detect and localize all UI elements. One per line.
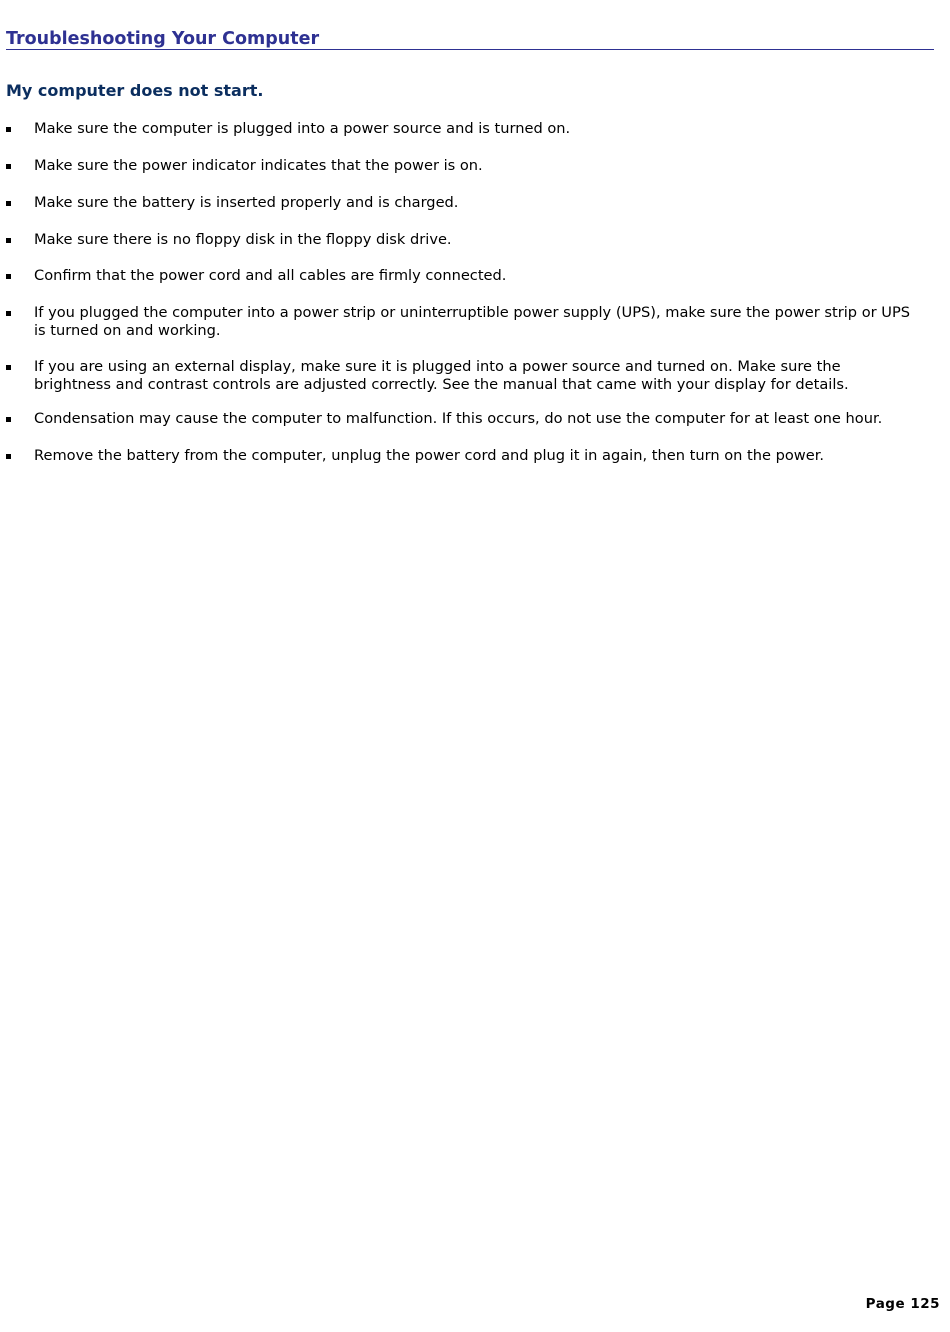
square-bullet-icon [6, 454, 11, 459]
square-bullet-icon [6, 274, 11, 279]
list-item-text: Condensation may cause the computer to malfunction. If this occurs, do not use the computer for at least one hour. [34, 410, 883, 427]
square-bullet-icon [6, 201, 11, 206]
square-bullet-icon [6, 238, 11, 243]
list-item-text: Confirm that the power cord and all cables are firmly connected. [34, 267, 507, 284]
page-title: Troubleshooting Your Computer [6, 28, 934, 50]
page-number: Page 125 [865, 1296, 940, 1312]
square-bullet-icon [6, 164, 11, 169]
square-bullet-icon [6, 311, 11, 316]
list-item-text: Make sure there is no floppy disk in the floppy disk drive. [34, 231, 452, 248]
list-item-text: If you are using an external display, make sure it is plugged into a power source and turned on. Make sure the brightness and contrast controls are adjusted correctly. See the manual that came with your display for details. [34, 358, 849, 393]
list-item-text: Make sure the battery is inserted properly and is charged. [34, 194, 459, 211]
square-bullet-icon [6, 127, 11, 132]
list-item-text: Make sure the power indicator indicates that the power is on. [34, 157, 483, 174]
section-heading: My computer does not start. [6, 81, 264, 100]
list-item-text: Remove the battery from the computer, unplug the power cord and plug it in again, then turn on the power. [34, 447, 825, 464]
square-bullet-icon [6, 417, 11, 422]
list-item-text: Make sure the computer is plugged into a power source and is turned on. [34, 120, 571, 137]
square-bullet-icon [6, 365, 11, 370]
list-item-text: If you plugged the computer into a power strip or uninterruptible power supply (UPS), make sure the power strip or UPS is turned on and working. [34, 304, 911, 339]
